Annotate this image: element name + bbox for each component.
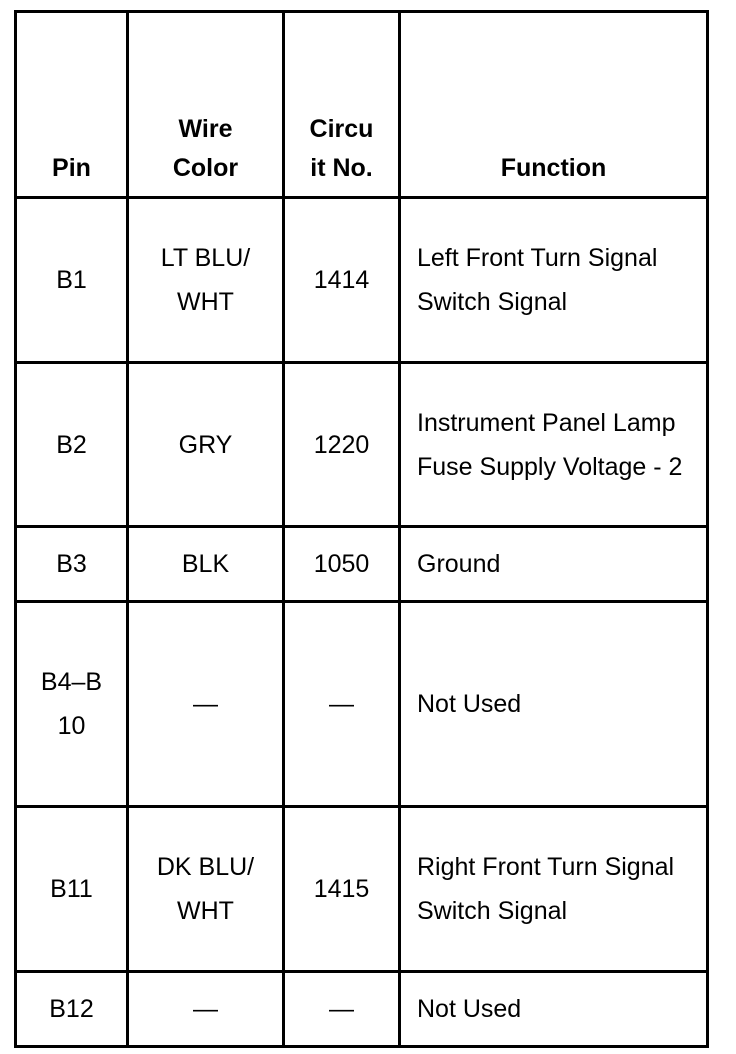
- function-cell: Left Front Turn Signal Switch Signal: [400, 198, 708, 363]
- wire-color-cell: BLK: [128, 527, 284, 602]
- circuit-no-cell: 1220: [284, 363, 400, 527]
- circuit-no-cell: 1050: [284, 527, 400, 602]
- table-row: [16, 363, 708, 527]
- circuit-no-cell: —: [284, 972, 400, 1047]
- function-cell: Not Used: [400, 602, 708, 807]
- pin-cell: B2: [16, 363, 128, 527]
- circuit-no-cell: 1414: [284, 198, 400, 363]
- pin-cell: B11: [16, 807, 128, 972]
- table-row: [16, 198, 708, 363]
- header-wire-color: Wire Color: [128, 12, 284, 198]
- circuit-no-cell: —: [284, 602, 400, 807]
- wire-color-cell: —: [128, 602, 284, 807]
- wire-color-cell: GRY: [128, 363, 284, 527]
- pin-cell: B3: [16, 527, 128, 602]
- connector-pinout-table-frame: [14, 10, 706, 1048]
- header-circuit-no: Circuit No.: [284, 12, 400, 198]
- wire-color-cell: —: [128, 972, 284, 1047]
- table-row: [16, 527, 708, 602]
- function-cell: Not Used: [400, 972, 708, 1047]
- header-pin: Pin: [16, 12, 128, 198]
- pin-cell: B1: [16, 198, 128, 363]
- function-cell: Ground: [400, 527, 708, 602]
- table-row: [16, 807, 708, 972]
- function-cell: Instrument Panel Lamp Fuse Supply Voltage - 2: [400, 363, 708, 527]
- circuit-no-cell: 1415: [284, 807, 400, 972]
- function-cell: Right Front Turn Signal Switch Signal: [400, 807, 708, 972]
- table-row: [16, 602, 708, 807]
- pin-cell: B4–B10: [16, 602, 128, 807]
- connector-pinout-table: [14, 10, 709, 1048]
- header-row: [16, 12, 708, 198]
- header-function: Function: [400, 12, 708, 198]
- pin-cell: B12: [16, 972, 128, 1047]
- wire-color-cell: DK BLU/WHT: [128, 807, 284, 972]
- wire-color-cell: LT BLU/WHT: [128, 198, 284, 363]
- table-row: [16, 972, 708, 1047]
